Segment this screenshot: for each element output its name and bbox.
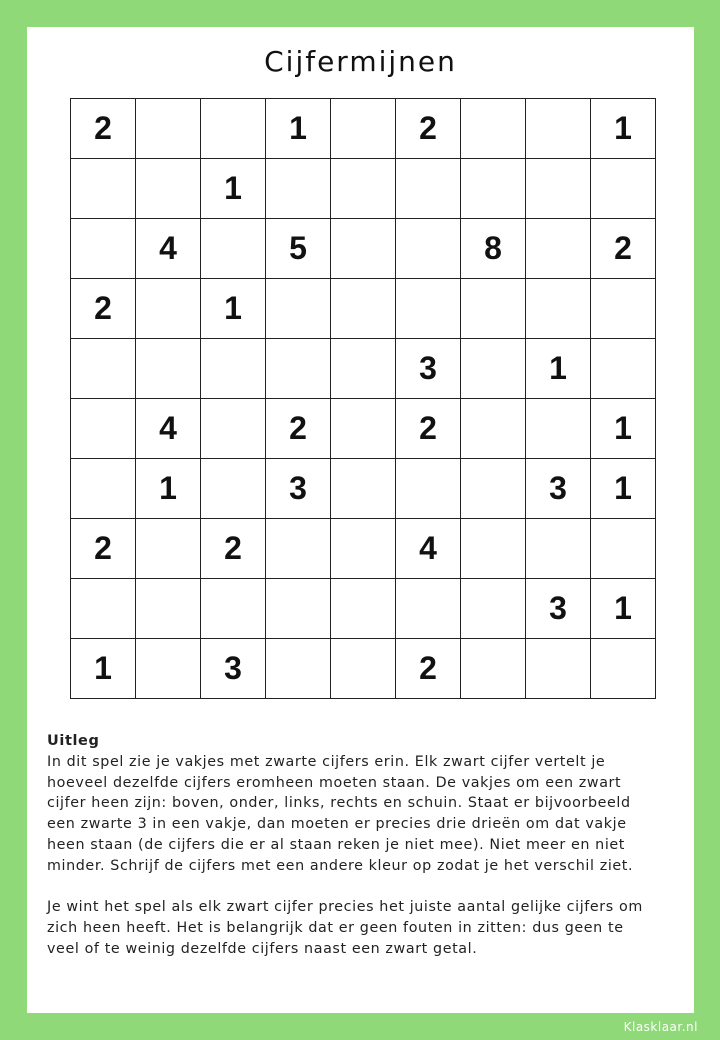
grid-cell[interactable] — [461, 519, 526, 579]
explanation-heading: Uitleg — [47, 733, 100, 749]
grid-cell[interactable] — [526, 279, 591, 339]
grid-cell[interactable]: 3 — [396, 339, 461, 399]
grid-row — [71, 99, 656, 159]
grid-cell[interactable] — [461, 279, 526, 339]
grid-cell[interactable] — [266, 339, 331, 399]
grid-cell[interactable]: 3 — [201, 639, 266, 699]
grid-cell[interactable] — [136, 99, 201, 159]
grid-cell[interactable] — [396, 219, 461, 279]
grid-cell[interactable] — [331, 219, 396, 279]
grid-cell[interactable] — [71, 159, 136, 219]
grid-cell[interactable]: 1 — [201, 159, 266, 219]
grid-cell[interactable]: 2 — [396, 99, 461, 159]
grid-cell[interactable]: 1 — [136, 459, 201, 519]
grid-cell[interactable] — [396, 279, 461, 339]
explanation — [47, 731, 657, 960]
grid-cell[interactable] — [136, 159, 201, 219]
grid-cell[interactable] — [331, 519, 396, 579]
grid-cell[interactable]: 8 — [461, 219, 526, 279]
grid-cell[interactable] — [461, 159, 526, 219]
grid-cell[interactable]: 1 — [526, 339, 591, 399]
explanation-paragraph-2: Je wint het spel als elk zwart cijfer precies het juiste aantal gelijke cijfers om zich heen heeft. Het is belangrijk dat er geen fouten in zitten: dus geen te veel of te weinig dezelfde cijfers naast een zwart getal. — [47, 899, 643, 957]
grid-cell[interactable] — [396, 459, 461, 519]
grid-cell[interactable] — [526, 219, 591, 279]
grid-row — [71, 279, 656, 339]
grid-cell[interactable]: 1 — [591, 459, 656, 519]
grid-cell[interactable]: 2 — [71, 99, 136, 159]
grid-cell[interactable]: 2 — [591, 219, 656, 279]
grid-cell[interactable] — [526, 99, 591, 159]
grid-cell[interactable] — [71, 399, 136, 459]
grid-cell[interactable] — [136, 639, 201, 699]
grid-cell[interactable] — [266, 279, 331, 339]
grid-cell[interactable] — [266, 519, 331, 579]
grid-row — [71, 159, 656, 219]
grid-cell[interactable] — [526, 159, 591, 219]
grid-cell[interactable]: 1 — [71, 639, 136, 699]
grid-cell[interactable] — [591, 339, 656, 399]
explanation-paragraph-1: In dit spel zie je vakjes met zwarte cijfers erin. Elk zwart cijfer vertelt je hoeveel dezelfde cijfers eromheen moeten staan. De vakjes om een zwart cijfer heen zijn: boven, onder, links, rechts en schuin. Staat er bijvoorbeeld een zwarte 3 in een vakje, dan moeten er precies drie drieën om dat vakje heen staan (de cijfers die er al staan reken je niet mee). Niet meer en niet minder. Schrijf de cijfers met een andere kleur op zodat je het verschil ziet. — [47, 753, 634, 874]
grid-cell[interactable]: 1 — [591, 99, 656, 159]
grid-row — [71, 579, 656, 639]
grid-cell[interactable]: 3 — [526, 459, 591, 519]
grid-cell[interactable]: 2 — [396, 639, 461, 699]
grid-cell[interactable] — [526, 639, 591, 699]
grid-cell[interactable] — [266, 579, 331, 639]
grid-cell[interactable] — [591, 519, 656, 579]
grid-cell[interactable] — [331, 339, 396, 399]
grid-cell[interactable] — [331, 579, 396, 639]
grid-row — [71, 639, 656, 699]
grid-cell[interactable] — [461, 459, 526, 519]
worksheet — [27, 27, 694, 1013]
footer-brand: Klasklaar.nl — [623, 1020, 698, 1034]
grid-cell[interactable]: 2 — [71, 279, 136, 339]
grid-cell[interactable]: 4 — [136, 399, 201, 459]
puzzle-grid — [70, 98, 656, 699]
grid-row — [71, 459, 656, 519]
grid-row — [71, 339, 656, 399]
grid-cell[interactable] — [461, 399, 526, 459]
grid-cell[interactable] — [461, 339, 526, 399]
grid-cell[interactable] — [266, 159, 331, 219]
grid-cell[interactable] — [201, 459, 266, 519]
grid-cell[interactable] — [331, 399, 396, 459]
grid-cell[interactable] — [331, 639, 396, 699]
grid-cell[interactable] — [201, 579, 266, 639]
grid-cell[interactable] — [71, 579, 136, 639]
grid-cell[interactable]: 4 — [136, 219, 201, 279]
grid-cell[interactable] — [396, 579, 461, 639]
grid-cell[interactable] — [136, 519, 201, 579]
grid-cell[interactable] — [331, 279, 396, 339]
grid-cell[interactable] — [136, 579, 201, 639]
grid-cell[interactable]: 1 — [266, 99, 331, 159]
grid-cell[interactable]: 1 — [591, 579, 656, 639]
grid-cell[interactable] — [331, 159, 396, 219]
grid-cell[interactable] — [331, 99, 396, 159]
grid-cell[interactable] — [591, 279, 656, 339]
grid-cell[interactable] — [201, 339, 266, 399]
grid-cell[interactable] — [71, 339, 136, 399]
grid-cell[interactable] — [136, 279, 201, 339]
grid-cell[interactable] — [331, 459, 396, 519]
grid-cell[interactable] — [591, 639, 656, 699]
grid-cell[interactable]: 4 — [396, 519, 461, 579]
grid-cell[interactable]: 5 — [266, 219, 331, 279]
grid-cell[interactable]: 3 — [526, 579, 591, 639]
grid-cell[interactable] — [266, 639, 331, 699]
grid-cell[interactable] — [201, 399, 266, 459]
grid-cell[interactable]: 2 — [266, 399, 331, 459]
grid-cell[interactable]: 1 — [201, 279, 266, 339]
grid-cell[interactable] — [591, 159, 656, 219]
grid-cell[interactable]: 3 — [266, 459, 331, 519]
page-title: Cijfermijnen — [264, 45, 457, 78]
grid-cell[interactable]: 1 — [591, 399, 656, 459]
grid-cell[interactable]: 2 — [201, 519, 266, 579]
grid-cell[interactable] — [396, 159, 461, 219]
grid-row — [71, 519, 656, 579]
grid-cell[interactable] — [461, 99, 526, 159]
grid-cell[interactable] — [201, 219, 266, 279]
grid-cell[interactable]: 2 — [71, 519, 136, 579]
grid-cell[interactable] — [71, 219, 136, 279]
grid-cell[interactable] — [461, 579, 526, 639]
grid-cell[interactable]: 2 — [396, 399, 461, 459]
grid-row — [71, 399, 656, 459]
grid-row — [71, 219, 656, 279]
grid-cell[interactable] — [71, 459, 136, 519]
grid-cell[interactable] — [201, 99, 266, 159]
grid-cell[interactable] — [526, 399, 591, 459]
grid-cell[interactable] — [526, 519, 591, 579]
grid-cell[interactable] — [136, 339, 201, 399]
grid-cell[interactable] — [461, 639, 526, 699]
